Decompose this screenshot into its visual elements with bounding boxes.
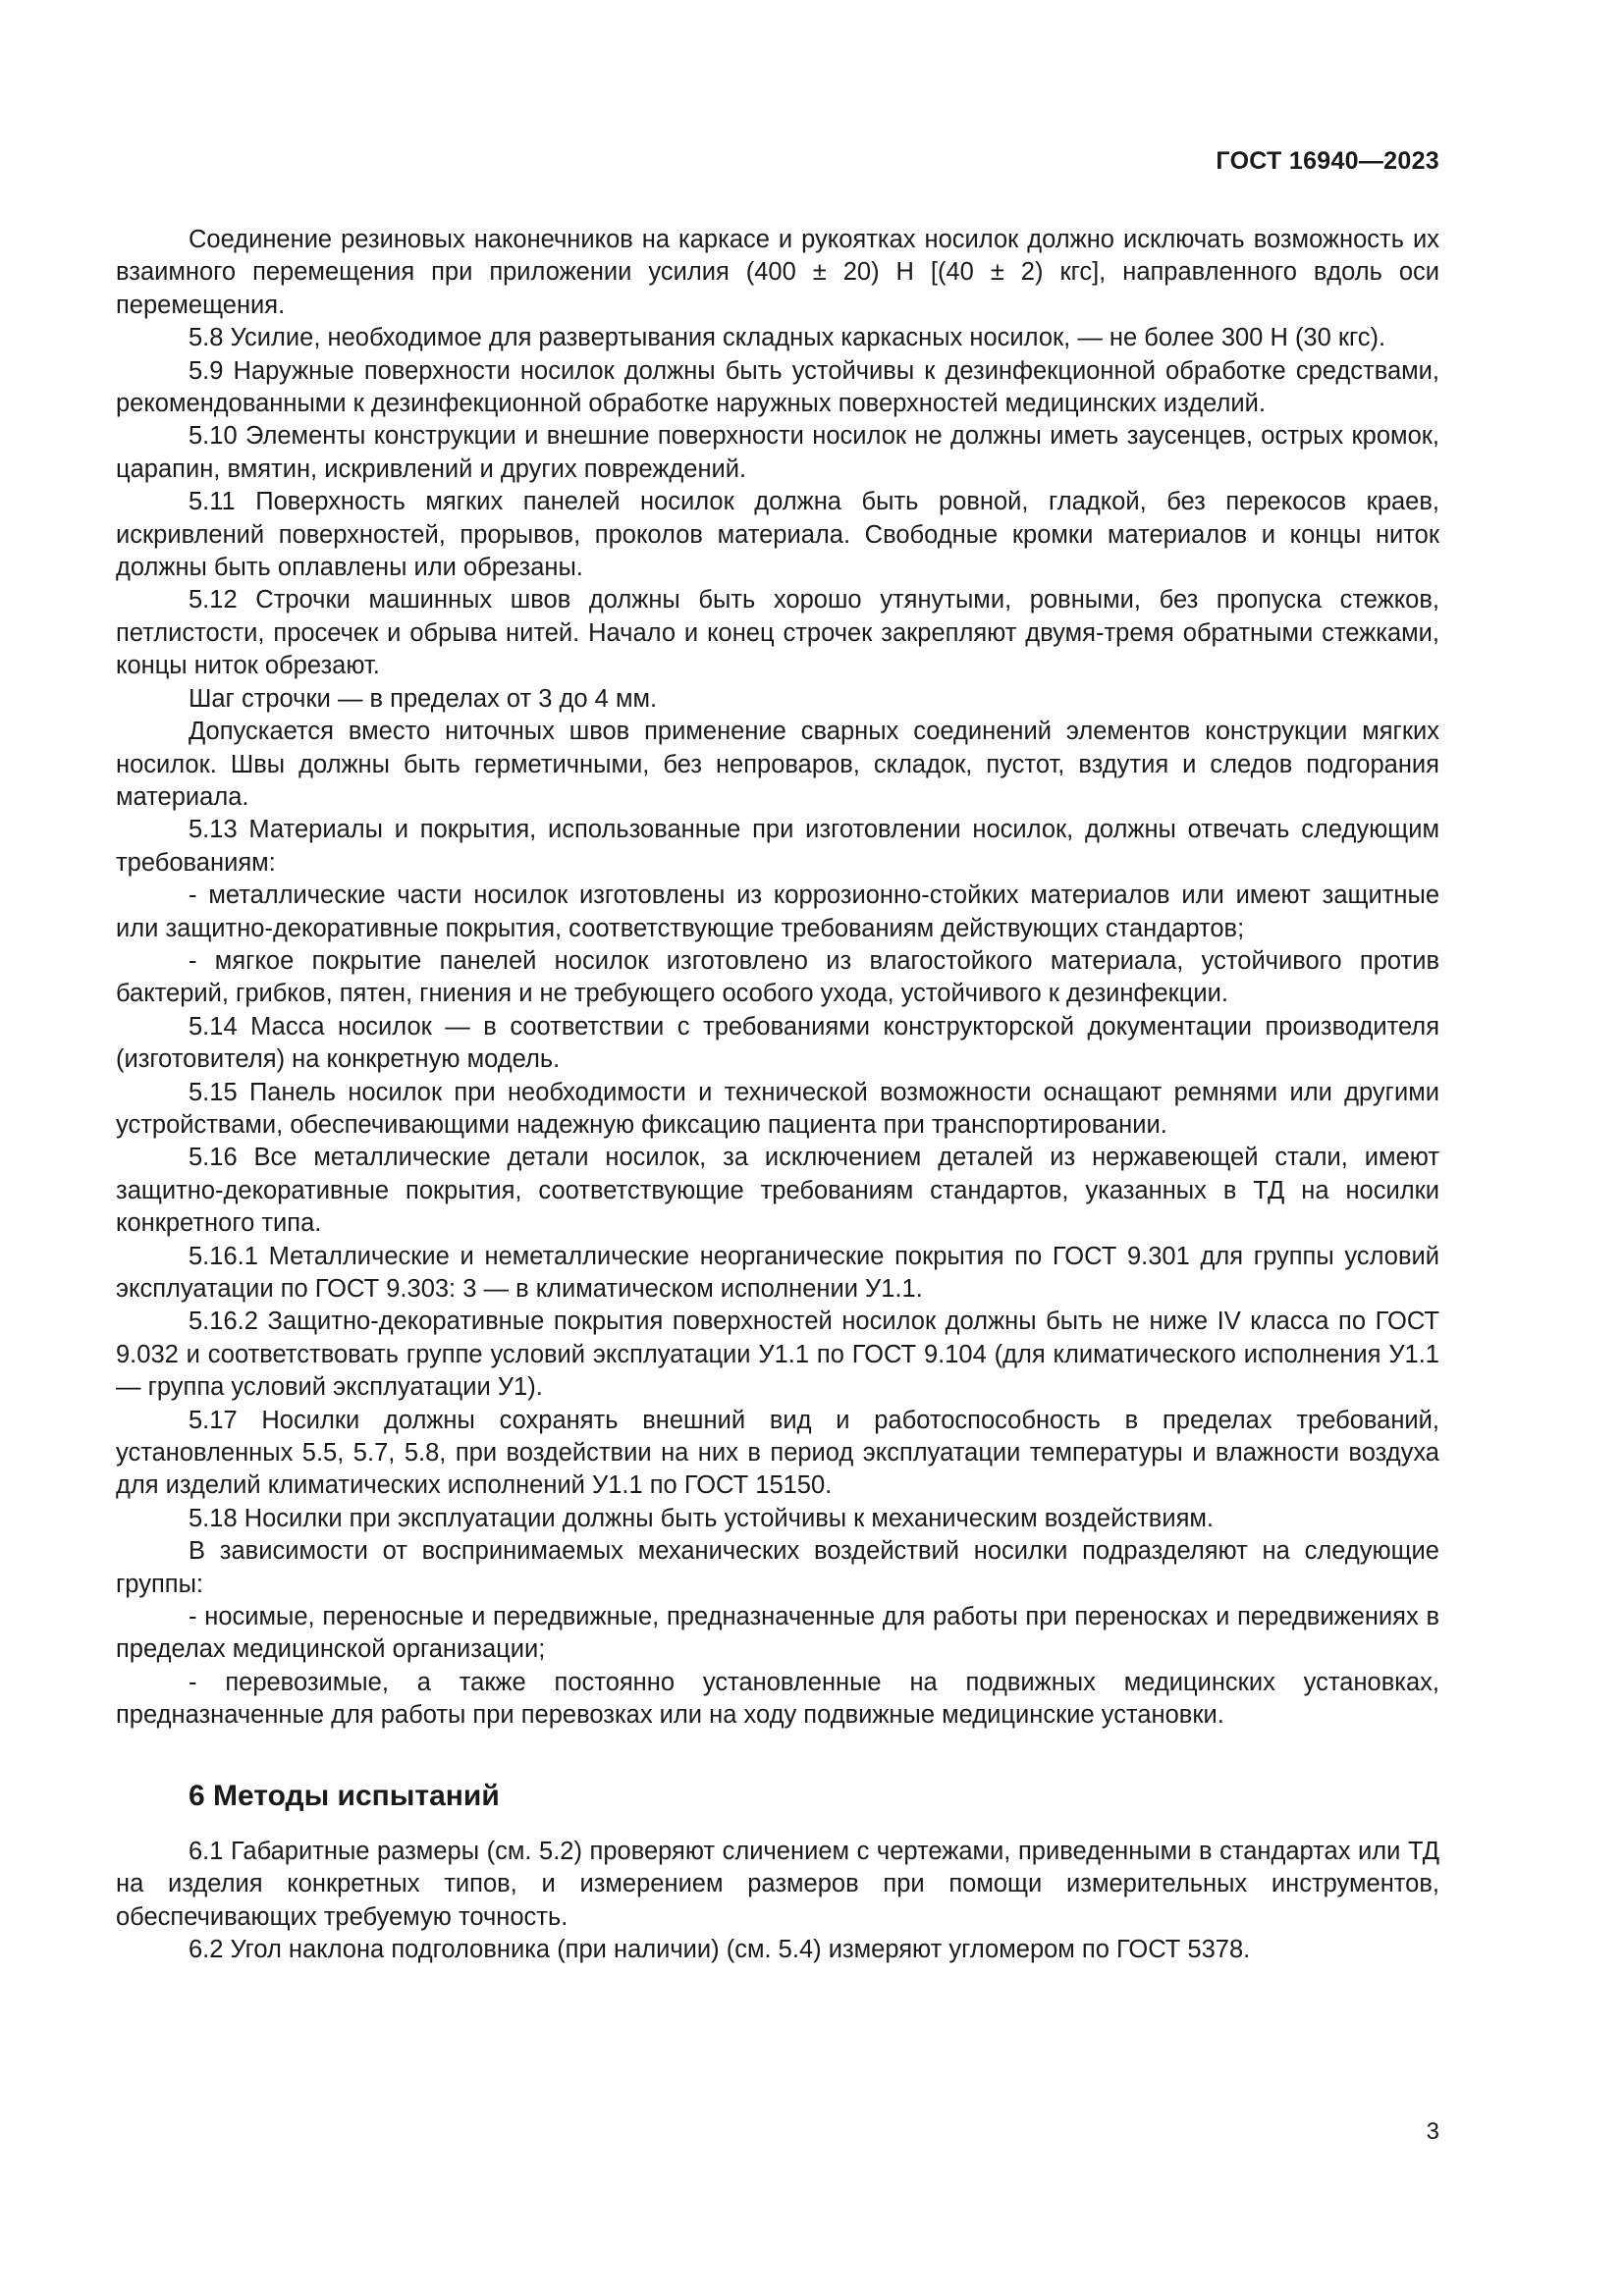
paragraph: 5.8 Усилие, необходимое для развертывания складных каркасных носилок, — не более 300 Н (30 кгс). bbox=[189, 324, 1386, 352]
paragraph: 5.16.2 Защитно-декоративные покрытия поверхностей носилок должны быть не ниже IV класса по ГОСТ 9.032 и соответствовать группе условий эксплуатации У1.1 по ГОСТ 9.104 (для климатического исполнения У1.1 — группа условий эксплуатации У1). bbox=[116, 1308, 1439, 1402]
page-number: 3 bbox=[1426, 2118, 1439, 2145]
paragraph: 6.2 Угол наклона подголовника (при наличии) (см. 5.4) измеряют угломером по ГОСТ 5378. bbox=[189, 1935, 1251, 1963]
section-heading: 6 Методы испытаний bbox=[189, 1779, 500, 1812]
list-item: - металлические части носилок изготовлены из коррозионно-стойких материалов или имеют защитные или защитно-декоративные покрытия, соответствующие требованиям действующих стандартов; bbox=[116, 881, 1439, 942]
paragraph: 5.13 Материалы и покрытия, использованные при изготовлении носилок, должны отвечать следующим требованиям: bbox=[116, 816, 1439, 877]
paragraph: 5.15 Панель носилок при необходимости и технической возможности оснащают ремнями или другими устройствами, обеспечивающими надежную фиксацию пациента при транспортировании. bbox=[116, 1078, 1439, 1139]
paragraph: 6.1 Габаритные размеры (см. 5.2) проверяют сличением с чертежами, приведенными в стандартах или ТД на изделия конкретных типов, и измерением размеров при помощи измерительных инструментов, обеспечивающих требуемую точность. bbox=[116, 1837, 1439, 1931]
paragraph: Соединение резиновых наконечников на каркасе и рукоятках носилок должно исключать возможность их взаимного перемещения при приложении усилия (400 ± 20) Н [(40 ± 2) кгс], направленного вдоль оси перемещения. bbox=[116, 226, 1439, 319]
paragraph: 5.11 Поверхность мягких панелей носилок должна быть ровной, гладкой, без перекосов краев, искривлений поверхностей, прорывов, проколов материала. Свободные кромки материалов и концы ниток должны быть оплавлены или обрезаны. bbox=[116, 488, 1439, 582]
list-item: - перевозимые, а также постоянно установленные на подвижных медицинских установках, предназначенные для работы при перевозках или на ходу подвижные медицинские установки. bbox=[116, 1668, 1439, 1730]
paragraph: 5.14 Масса носилок — в соответствии с требованиями конструкторской документации производителя (изготовителя) на конкретную модель. bbox=[116, 1012, 1439, 1074]
document-body bbox=[116, 224, 1439, 1966]
paragraph: В зависимости от воспринимаемых механических воздействий носилки подразделяют на следующие группы: bbox=[116, 1537, 1439, 1598]
paragraph: Шаг строчки — в пределах от 3 до 4 мм. bbox=[189, 684, 658, 713]
paragraph: 5.18 Носилки при эксплуатации должны быть устойчивы к механическим воздействиям. bbox=[189, 1504, 1214, 1532]
list-item: - мягкое покрытие панелей носилок изготовлено из влагостойкого материала, устойчивого против бактерий, грибков, пятен, гниения и не требующего особого ухода, устойчивого к дезинфекции. bbox=[116, 946, 1439, 1008]
document-header: ГОСТ 16940—2023 bbox=[1216, 147, 1439, 175]
list-item: - носимые, переносные и передвижные, предназначенные для работы при переносках и передвижениях в пределах медицинской организации; bbox=[116, 1603, 1439, 1664]
paragraph: 5.12 Строчки машинных швов должны быть хорошо утянутыми, ровными, без пропуска стежков, петлистости, просечек и обрыва нитей. Начало и конец строчек закрепляют двумя-тремя обратными стежками, концы ниток обрезают. bbox=[116, 586, 1439, 680]
paragraph: 5.17 Носилки должны сохранять внешний вид и работоспособность в пределах требований, установленных 5.5, 5.7, 5.8, при воздействии на них в период эксплуатации температуры и влажности воздуха для изделий климатических исполнений У1.1 по ГОСТ 15150. bbox=[116, 1406, 1439, 1500]
paragraph: 5.16.1 Металлические и неметаллические неорганические покрытия по ГОСТ 9.301 для группы условий эксплуатации по ГОСТ 9.303: 3 — в климатическом исполнении У1.1. bbox=[116, 1242, 1439, 1303]
paragraph: Допускается вместо ниточных швов применение сварных соединений элементов конструкции мягких носилок. Швы должны быть герметичными, без непроваров, складок, пустот, вздутия и следов подгорания материала. bbox=[116, 718, 1439, 811]
paragraph: 5.16 Все металлические детали носилок, за исключением деталей из нержавеющей стали, имеют защитно-декоративные покрытия, соответствующие требованиям стандартов, указанных в ТД на носилки конкретного типа. bbox=[116, 1144, 1439, 1238]
paragraph: 5.10 Элементы конструкции и внешние поверхности носилок не должны иметь заусенцев, острых кромок, царапин, вмятин, искривлений и других повреждений. bbox=[116, 422, 1439, 483]
paragraph: 5.9 Наружные поверхности носилок должны быть устойчивы к дезинфекционной обработке средствами, рекомендованными к дезинфекционной обработке наружных поверхностей медицинских изделий. bbox=[116, 356, 1439, 418]
